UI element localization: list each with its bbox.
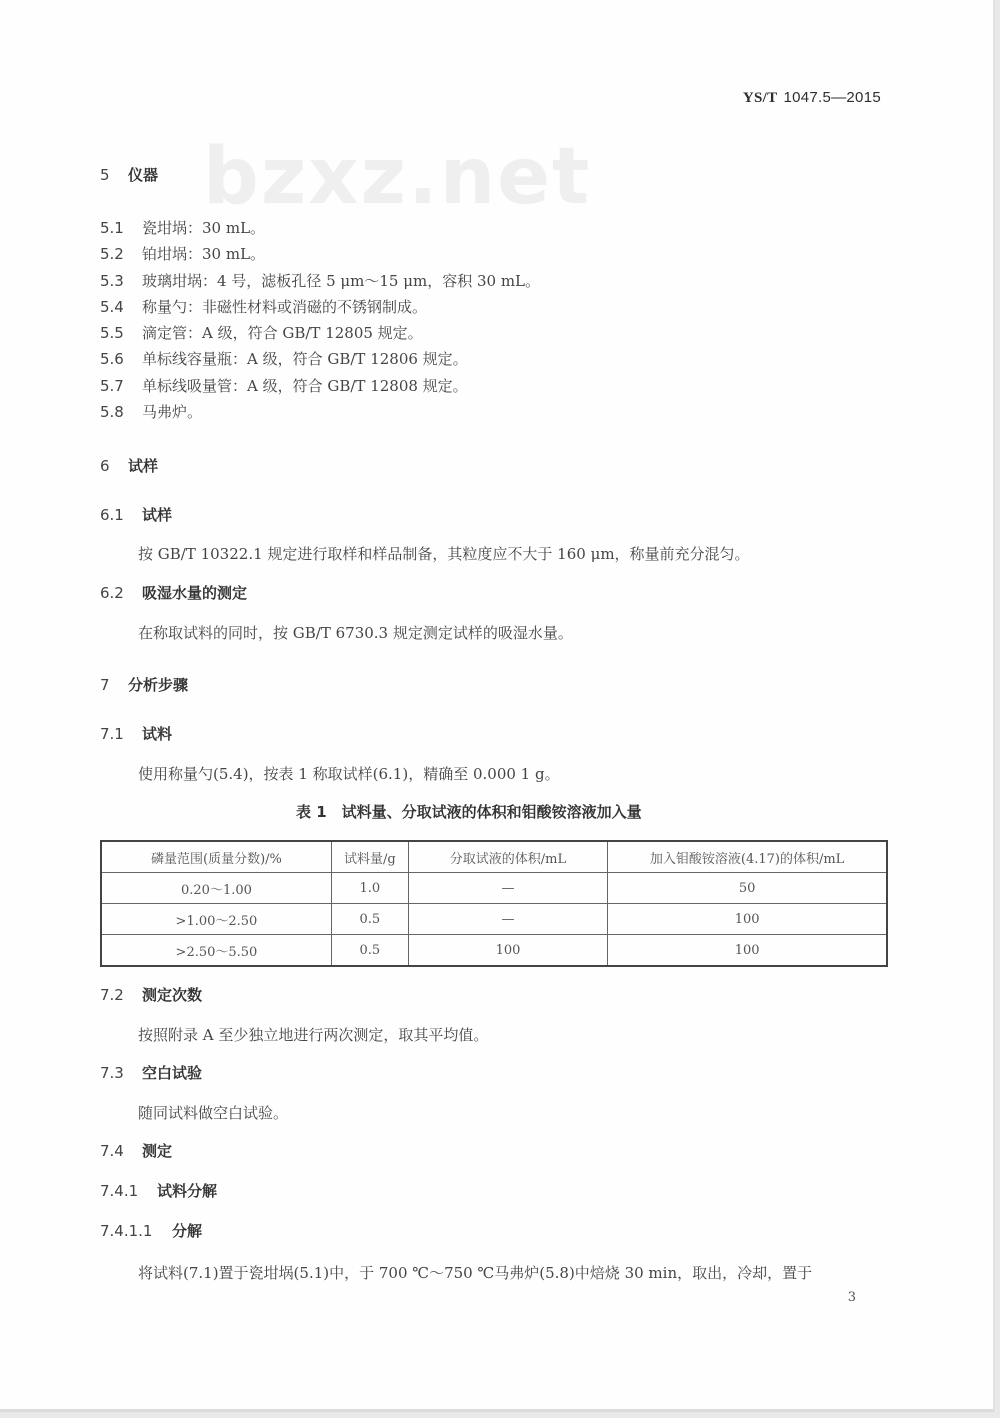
standard-number: 1047.5—2015 xyxy=(783,89,881,106)
section-title: 吸湿水量的测定 xyxy=(142,584,248,602)
section-number: 6.1 xyxy=(100,506,124,524)
table-header-cell: 分取试液的体积/mL xyxy=(408,841,607,873)
section-number: 5 xyxy=(100,166,110,184)
section-number: 7.3 xyxy=(100,1064,124,1082)
section-6-1-heading xyxy=(100,504,172,525)
list-item xyxy=(100,270,540,291)
table-cell: 50 xyxy=(608,873,887,904)
section-number: 7.4.1 xyxy=(100,1182,139,1200)
section-7-3-heading xyxy=(100,1062,202,1083)
table-row xyxy=(101,873,887,904)
section-number: 7.2 xyxy=(100,986,124,1004)
section-title: 仪器 xyxy=(128,166,159,184)
section-7-2-body: 按照附录 A 至少独立地进行两次测定，取其平均值。 xyxy=(138,1026,489,1044)
table-cell: 100 xyxy=(408,935,607,967)
item-text: 称量勺：非磁性材料或消磁的不锈钢制成。 xyxy=(142,298,428,316)
table-cell: 0.5 xyxy=(331,904,408,935)
section-6-2-heading xyxy=(100,582,247,603)
section-number: 7.1 xyxy=(100,725,124,743)
section-number: 6 xyxy=(100,457,110,475)
section-5-heading xyxy=(100,164,158,185)
item-number: 5.8 xyxy=(100,403,124,421)
item-number: 5.3 xyxy=(100,272,124,290)
list-item xyxy=(100,217,265,238)
table-header-row xyxy=(101,841,887,873)
section-title: 测定 xyxy=(142,1142,173,1160)
item-number: 5.6 xyxy=(100,350,124,368)
table-row xyxy=(101,904,887,935)
item-text: 瓷坩埚：30 mL。 xyxy=(142,219,266,237)
table-1-caption: 表 1 试料量、分取试液的体积和钼酸铵溶液加入量 xyxy=(296,803,642,821)
section-7-4-heading xyxy=(100,1140,172,1161)
item-number: 5.7 xyxy=(100,377,124,395)
table-header-cell: 加入钼酸铵溶液(4.17)的体积/mL xyxy=(608,841,887,873)
item-number: 5.1 xyxy=(100,219,124,237)
list-item xyxy=(100,296,427,317)
table-cell: 100 xyxy=(608,904,887,935)
table-row xyxy=(101,935,887,967)
section-number: 7 xyxy=(100,676,110,694)
standard-prefix: YS/T xyxy=(742,90,778,106)
section-title: 测定次数 xyxy=(142,986,203,1004)
section-title: 空白试验 xyxy=(142,1064,203,1082)
section-6-2-body: 在称取试料的同时，按 GB/T 6730.3 规定测定试样的吸湿水量。 xyxy=(138,624,573,642)
table-cell: — xyxy=(408,873,607,904)
section-title: 试样 xyxy=(128,457,159,475)
section-number: 7.4.1.1 xyxy=(100,1222,153,1240)
table-header-cell: 磷量范围(质量分数)/% xyxy=(101,841,331,873)
table-cell: — xyxy=(408,904,607,935)
section-title: 试料分解 xyxy=(157,1182,218,1200)
item-text: 铂坩埚：30 mL。 xyxy=(142,245,266,263)
section-title: 试样 xyxy=(142,506,173,524)
item-number: 5.2 xyxy=(100,245,124,263)
section-number: 6.2 xyxy=(100,584,124,602)
standard-code xyxy=(743,89,881,107)
list-item xyxy=(100,322,423,343)
list-item xyxy=(100,375,468,396)
item-text: 玻璃坩埚：4 号，滤板孔径 5 μm～15 μm，容积 30 mL。 xyxy=(142,272,540,290)
section-7-1-heading xyxy=(100,723,172,744)
table-1 xyxy=(100,840,888,967)
list-item xyxy=(100,243,265,264)
section-title: 分解 xyxy=(172,1222,203,1240)
section-title: 试料 xyxy=(142,725,173,743)
section-6-heading xyxy=(100,455,158,476)
item-text: 单标线吸量管：A 级，符合 GB/T 12808 规定。 xyxy=(142,377,468,395)
watermark: bzxz.net xyxy=(203,132,592,222)
table-cell: 0.20～1.00 xyxy=(101,873,331,904)
table-header-cell: 试料量/g xyxy=(331,841,408,873)
section-7-4-1-heading xyxy=(100,1180,217,1201)
table-cell: 1.0 xyxy=(331,873,408,904)
section-7-4-1-1-body: 将试料(7.1)置于瓷坩埚(5.1)中，于 700 ℃～750 ℃马弗炉(5.8)中焙烧 30 min，取出，冷却，置于 xyxy=(138,1264,813,1282)
section-number: 7.4 xyxy=(100,1142,124,1160)
page-number: 3 xyxy=(847,1290,856,1305)
table-cell: >1.00～2.50 xyxy=(101,904,331,935)
item-text: 马弗炉。 xyxy=(142,403,203,421)
section-7-3-body: 随同试料做空白试验。 xyxy=(138,1104,289,1122)
item-number: 5.4 xyxy=(100,298,124,316)
list-item xyxy=(100,401,202,422)
table-cell: >2.50～5.50 xyxy=(101,935,331,967)
section-7-heading xyxy=(100,674,188,695)
item-text: 单标线容量瓶：A 级，符合 GB/T 12806 规定。 xyxy=(142,350,468,368)
item-text: 滴定管：A 级，符合 GB/T 12805 规定。 xyxy=(142,324,423,342)
section-6-1-body: 按 GB/T 10322.1 规定进行取样和样品制备，其粒度应不大于 160 μm，称量前充分混匀。 xyxy=(138,545,750,563)
section-title: 分析步骤 xyxy=(128,676,189,694)
section-7-1-body: 使用称量勺(5.4)，按表 1 称取试样(6.1)，精确至 0.000 1 g。 xyxy=(138,765,560,783)
list-item xyxy=(100,348,468,369)
section-7-2-heading xyxy=(100,984,202,1005)
table-cell: 0.5 xyxy=(331,935,408,967)
section-7-4-1-1-heading xyxy=(100,1220,202,1241)
table-cell: 100 xyxy=(608,935,887,967)
item-number: 5.5 xyxy=(100,324,124,342)
